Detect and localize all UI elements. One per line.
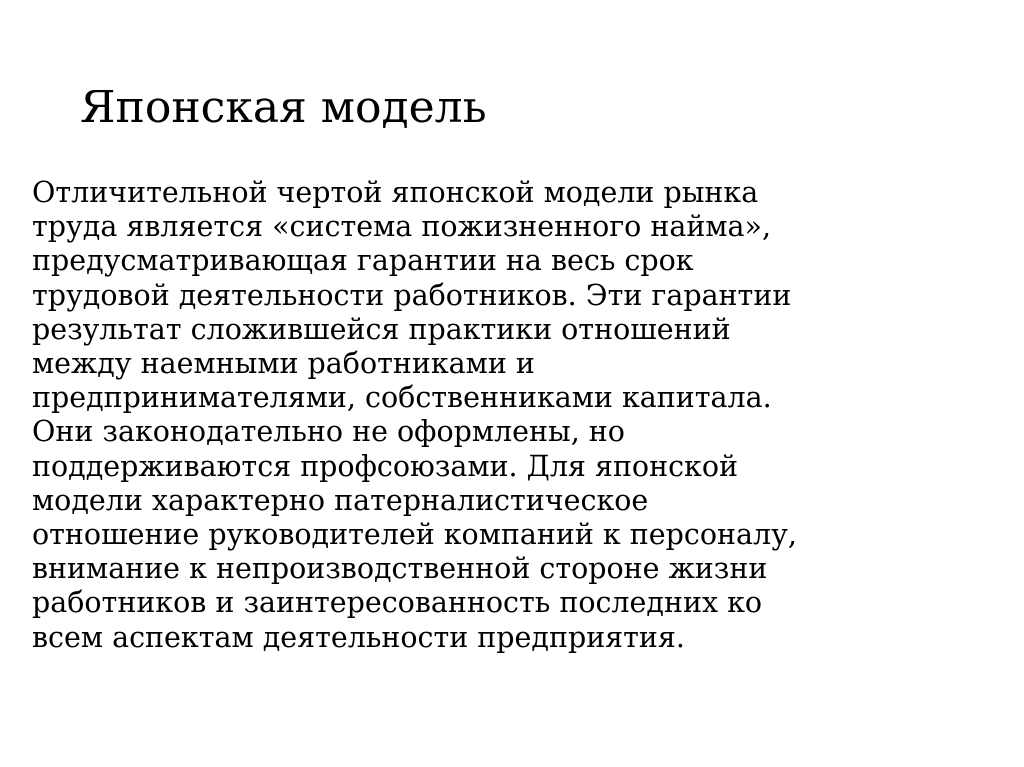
slide-title: Японская модель <box>80 82 487 133</box>
body-line: трудовой деятельности работников. Эти гарантии <box>32 278 792 312</box>
body-line: модели характерно патерналистическое <box>32 483 649 517</box>
body-line: работников и заинтересованность последних ко <box>32 586 763 620</box>
body-line: отношение руководителей компаний к персоналу, <box>32 518 797 552</box>
body-line: Отличительной чертой японской модели рынка <box>32 176 759 209</box>
body-line: результат сложившейся практики отношений <box>32 312 731 346</box>
slide-body-text <box>32 176 797 655</box>
body-line: поддерживаются профсоюзами. Для японской <box>32 449 739 483</box>
body-line: предусматривающая гарантии на весь срок <box>32 244 694 278</box>
body-line: всем аспектам деятельности предприятия. <box>32 620 685 654</box>
body-line: между наемными работниками и <box>32 347 535 381</box>
body-line: предпринимателями, собственниками капитала. <box>32 381 772 415</box>
body-line: Они законодательно не оформлены, но <box>32 415 625 449</box>
body-line: труда является «система пожизненного найма», <box>32 210 772 244</box>
body-line: внимание к непроизводственной стороне жизни <box>32 552 768 586</box>
